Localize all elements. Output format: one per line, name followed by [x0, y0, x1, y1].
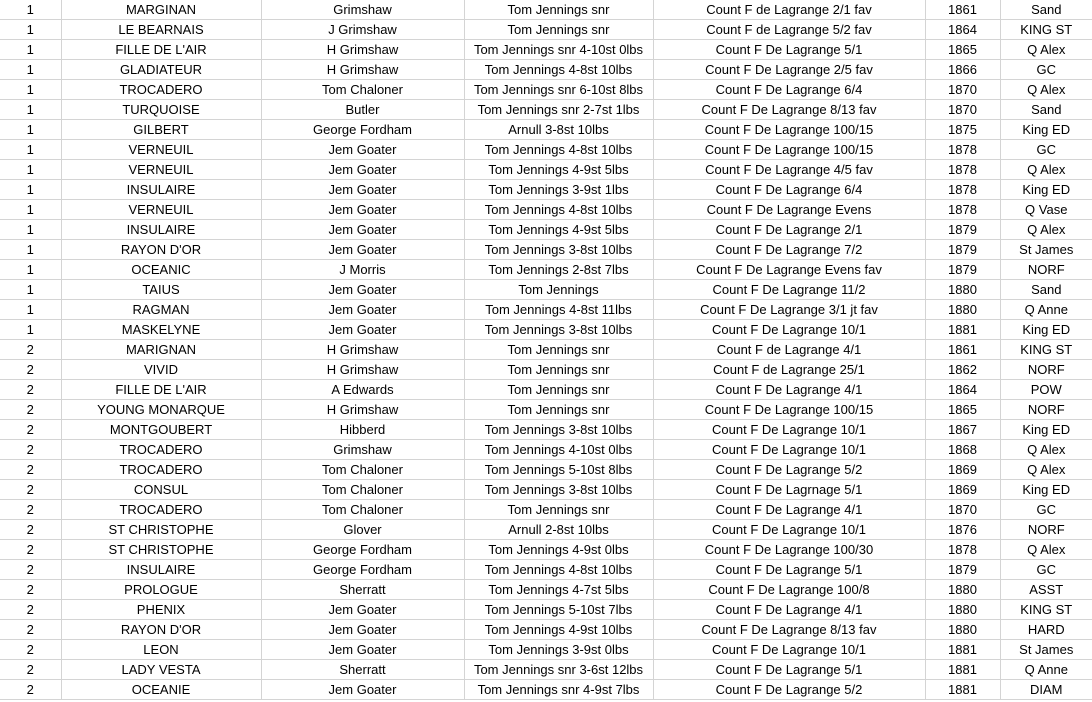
trainer-cell[interactable]: Tom Jennings 3-9st 0lbs [464, 640, 653, 660]
place-cell[interactable]: 2 [0, 560, 61, 580]
jockey-cell[interactable]: Jem Goater [261, 680, 464, 700]
jockey-cell[interactable]: Tom Chaloner [261, 480, 464, 500]
trainer-cell[interactable]: Tom Jennings 5-10st 8lbs [464, 460, 653, 480]
trainer-cell[interactable]: Tom Jennings snr [464, 500, 653, 520]
year-cell[interactable]: 1868 [925, 440, 1000, 460]
owner-odds-cell[interactable]: Count F De Lagrange 100/15 [653, 120, 925, 140]
jockey-cell[interactable]: George Fordham [261, 540, 464, 560]
race-cell[interactable]: King ED [1000, 320, 1092, 340]
owner-odds-cell[interactable]: Count F De Lagrange 7/2 [653, 240, 925, 260]
horse-cell[interactable]: MARGINAN [61, 0, 261, 20]
table-row [0, 460, 1092, 480]
jockey-cell[interactable]: Jem Goater [261, 200, 464, 220]
jockey-cell[interactable]: Glover [261, 520, 464, 540]
jockey-cell[interactable]: Tom Chaloner [261, 80, 464, 100]
race-cell[interactable]: Sand [1000, 0, 1092, 20]
table-row [0, 160, 1092, 180]
year-cell[interactable]: 1870 [925, 100, 1000, 120]
horse-cell[interactable]: PHENIX [61, 600, 261, 620]
place-cell[interactable]: 1 [0, 180, 61, 200]
table-row [0, 580, 1092, 600]
owner-odds-cell[interactable]: Count F De Lagrange 2/1 [653, 220, 925, 240]
jockey-cell[interactable]: H Grimshaw [261, 40, 464, 60]
horse-cell[interactable]: PROLOGUE [61, 580, 261, 600]
owner-odds-cell[interactable]: Count F De Lagrange 100/15 [653, 400, 925, 420]
owner-odds-cell[interactable]: Count F De Lagrange 10/1 [653, 640, 925, 660]
owner-odds-cell[interactable]: Count F De Lagrange Evens fav [653, 260, 925, 280]
horse-cell[interactable]: GILBERT [61, 120, 261, 140]
table-row [0, 120, 1092, 140]
place-cell[interactable]: 1 [0, 140, 61, 160]
year-cell[interactable]: 1870 [925, 80, 1000, 100]
horse-cell[interactable]: YOUNG MONARQUE [61, 400, 261, 420]
trainer-cell[interactable]: Tom Jennings 4-8st 10lbs [464, 200, 653, 220]
table-row [0, 520, 1092, 540]
jockey-cell[interactable]: H Grimshaw [261, 60, 464, 80]
horse-cell[interactable]: MASKELYNE [61, 320, 261, 340]
race-cell[interactable]: NORF [1000, 360, 1092, 380]
place-cell[interactable]: 1 [0, 0, 61, 20]
place-cell[interactable]: 1 [0, 300, 61, 320]
horse-cell[interactable]: VIVID [61, 360, 261, 380]
place-cell[interactable]: 2 [0, 440, 61, 460]
year-cell[interactable]: 1880 [925, 600, 1000, 620]
trainer-cell[interactable]: Tom Jennings snr [464, 380, 653, 400]
jockey-cell[interactable]: Jem Goater [261, 640, 464, 660]
year-cell[interactable]: 1876 [925, 520, 1000, 540]
trainer-cell[interactable]: Tom Jennings 4-8st 11lbs [464, 300, 653, 320]
place-cell[interactable]: 2 [0, 540, 61, 560]
jockey-cell[interactable]: Tom Chaloner [261, 460, 464, 480]
place-cell[interactable]: 1 [0, 100, 61, 120]
jockey-cell[interactable]: J Morris [261, 260, 464, 280]
owner-odds-cell[interactable]: Count F de Lagrange 25/1 [653, 360, 925, 380]
table-row [0, 200, 1092, 220]
horse-cell[interactable]: TAIUS [61, 280, 261, 300]
table-row [0, 180, 1092, 200]
year-cell[interactable]: 1878 [925, 540, 1000, 560]
place-cell[interactable]: 2 [0, 340, 61, 360]
year-cell[interactable]: 1878 [925, 160, 1000, 180]
owner-odds-cell[interactable]: Count F De Lagrange 5/1 [653, 660, 925, 680]
horse-cell[interactable]: RAYON D'OR [61, 620, 261, 640]
table-row [0, 0, 1092, 20]
owner-odds-cell[interactable]: Count F De Lagrange 4/1 [653, 600, 925, 620]
trainer-cell[interactable]: Tom Jennings 3-8st 10lbs [464, 420, 653, 440]
year-cell[interactable]: 1880 [925, 280, 1000, 300]
jockey-cell[interactable]: Butler [261, 100, 464, 120]
table-row [0, 360, 1092, 380]
jockey-cell[interactable]: H Grimshaw [261, 340, 464, 360]
table-row [0, 380, 1092, 400]
year-cell[interactable]: 1862 [925, 360, 1000, 380]
owner-odds-cell[interactable]: Count F de Lagrange 5/2 fav [653, 20, 925, 40]
race-cell[interactable]: King ED [1000, 180, 1092, 200]
horse-cell[interactable]: OCEANIE [61, 680, 261, 700]
trainer-cell[interactable]: Tom Jennings snr 3-6st 12lbs [464, 660, 653, 680]
table-row [0, 280, 1092, 300]
owner-odds-cell[interactable]: Count F De Lagrange 10/1 [653, 440, 925, 460]
trainer-cell[interactable]: Tom Jennings 3-8st 10lbs [464, 320, 653, 340]
race-cell[interactable]: Q Anne [1000, 300, 1092, 320]
place-cell[interactable]: 2 [0, 420, 61, 440]
race-cell[interactable]: St James [1000, 240, 1092, 260]
owner-odds-cell[interactable]: Count F De Lagrange 10/1 [653, 520, 925, 540]
year-cell[interactable]: 1879 [925, 220, 1000, 240]
year-cell[interactable]: 1865 [925, 400, 1000, 420]
year-cell[interactable]: 1869 [925, 480, 1000, 500]
owner-odds-cell[interactable]: Count F De Lagrange 3/1 jt fav [653, 300, 925, 320]
owner-odds-cell[interactable]: Count F De Lagrange 8/13 fav [653, 620, 925, 640]
place-cell[interactable]: 1 [0, 260, 61, 280]
jockey-cell[interactable]: Jem Goater [261, 300, 464, 320]
place-cell[interactable]: 1 [0, 320, 61, 340]
table-row [0, 480, 1092, 500]
owner-odds-cell[interactable]: Count F de Lagrange 2/1 fav [653, 0, 925, 20]
jockey-cell[interactable]: George Fordham [261, 560, 464, 580]
table-row [0, 620, 1092, 640]
table-row [0, 100, 1092, 120]
owner-odds-cell[interactable]: Count F De Lagrange 4/5 fav [653, 160, 925, 180]
owner-odds-cell[interactable]: Count F De Lagrange 5/1 [653, 560, 925, 580]
year-cell[interactable]: 1864 [925, 380, 1000, 400]
year-cell[interactable]: 1869 [925, 460, 1000, 480]
jockey-cell[interactable]: Tom Chaloner [261, 500, 464, 520]
table-row [0, 680, 1092, 700]
table-row [0, 20, 1092, 40]
place-cell[interactable]: 2 [0, 620, 61, 640]
place-cell[interactable]: 1 [0, 160, 61, 180]
race-cell[interactable]: Q Alex [1000, 540, 1092, 560]
trainer-cell[interactable]: Tom Jennings snr 4-9st 7lbs [464, 680, 653, 700]
owner-odds-cell[interactable]: Count F De Lagrange Evens [653, 200, 925, 220]
year-cell[interactable]: 1865 [925, 40, 1000, 60]
year-cell[interactable]: 1864 [925, 20, 1000, 40]
trainer-cell[interactable]: Tom Jennings snr [464, 0, 653, 20]
owner-odds-cell[interactable]: Count F De Lagrange 6/4 [653, 80, 925, 100]
place-cell[interactable]: 2 [0, 580, 61, 600]
trainer-cell[interactable]: Tom Jennings 2-8st 7lbs [464, 260, 653, 280]
jockey-cell[interactable]: Jem Goater [261, 280, 464, 300]
trainer-cell[interactable]: Tom Jennings 3-8st 10lbs [464, 240, 653, 260]
race-cell[interactable]: GC [1000, 140, 1092, 160]
year-cell[interactable]: 1878 [925, 140, 1000, 160]
table-row [0, 400, 1092, 420]
place-cell[interactable]: 1 [0, 40, 61, 60]
year-cell[interactable]: 1880 [925, 300, 1000, 320]
year-cell[interactable]: 1861 [925, 0, 1000, 20]
horse-cell[interactable]: OCEANIC [61, 260, 261, 280]
table-row [0, 220, 1092, 240]
owner-odds-cell[interactable]: Count F De Lagrange 100/15 [653, 140, 925, 160]
place-cell[interactable]: 2 [0, 480, 61, 500]
trainer-cell[interactable]: Tom Jennings snr [464, 360, 653, 380]
trainer-cell[interactable]: Tom Jennings 3-9st 1lbs [464, 180, 653, 200]
trainer-cell[interactable]: Tom Jennings 4-9st 5lbs [464, 220, 653, 240]
race-cell[interactable]: Q Alex [1000, 440, 1092, 460]
race-cell[interactable]: Q Anne [1000, 660, 1092, 680]
year-cell[interactable]: 1866 [925, 60, 1000, 80]
jockey-cell[interactable]: Grimshaw [261, 440, 464, 460]
owner-odds-cell[interactable]: Count F De Lagrange 10/1 [653, 320, 925, 340]
table-row [0, 140, 1092, 160]
owner-odds-cell[interactable]: Count F De Lagrange 100/30 [653, 540, 925, 560]
owner-odds-cell[interactable]: Count F De Lagrange 4/1 [653, 500, 925, 520]
horse-cell[interactable]: TROCADERO [61, 440, 261, 460]
trainer-cell[interactable]: Tom Jennings 3-8st 10lbs [464, 480, 653, 500]
jockey-cell[interactable]: Grimshaw [261, 0, 464, 20]
trainer-cell[interactable]: Tom Jennings [464, 280, 653, 300]
trainer-cell[interactable]: Tom Jennings 4-8st 10lbs [464, 560, 653, 580]
race-cell[interactable]: Q Alex [1000, 80, 1092, 100]
table-row [0, 600, 1092, 620]
table-row [0, 640, 1092, 660]
table-row [0, 40, 1092, 60]
table-row [0, 440, 1092, 460]
trainer-cell[interactable]: Tom Jennings snr [464, 340, 653, 360]
owner-odds-cell[interactable]: Count F De Lagrnage 5/1 [653, 480, 925, 500]
trainer-cell[interactable]: Arnull 2-8st 10lbs [464, 520, 653, 540]
place-cell[interactable]: 1 [0, 60, 61, 80]
year-cell[interactable]: 1875 [925, 120, 1000, 140]
trainer-cell[interactable]: Tom Jennings snr 6-10st 8lbs [464, 80, 653, 100]
horse-cell[interactable]: ST CHRISTOPHE [61, 520, 261, 540]
place-cell[interactable]: 1 [0, 120, 61, 140]
horse-cell[interactable]: INSULAIRE [61, 220, 261, 240]
table-row [0, 500, 1092, 520]
race-cell[interactable]: KING ST [1000, 20, 1092, 40]
race-cell[interactable]: DIAM [1000, 680, 1092, 700]
trainer-cell[interactable]: Tom Jennings 4-8st 10lbs [464, 60, 653, 80]
table-row [0, 560, 1092, 580]
trainer-cell[interactable]: Tom Jennings snr 4-10st 0lbs [464, 40, 653, 60]
horse-cell[interactable]: INSULAIRE [61, 180, 261, 200]
place-cell[interactable]: 1 [0, 20, 61, 40]
jockey-cell[interactable]: A Edwards [261, 380, 464, 400]
year-cell[interactable]: 1880 [925, 580, 1000, 600]
trainer-cell[interactable]: Arnull 3-8st 10lbs [464, 120, 653, 140]
place-cell[interactable]: 2 [0, 400, 61, 420]
place-cell[interactable]: 2 [0, 360, 61, 380]
year-cell[interactable]: 1878 [925, 200, 1000, 220]
race-cell[interactable]: ASST [1000, 580, 1092, 600]
jockey-cell[interactable]: Jem Goater [261, 320, 464, 340]
horse-cell[interactable]: TURQUOISE [61, 100, 261, 120]
race-cell[interactable]: GC [1000, 560, 1092, 580]
jockey-cell[interactable]: J Grimshaw [261, 20, 464, 40]
race-cell[interactable]: POW [1000, 380, 1092, 400]
year-cell[interactable]: 1867 [925, 420, 1000, 440]
jockey-cell[interactable]: Jem Goater [261, 160, 464, 180]
table-row [0, 660, 1092, 680]
race-cell[interactable]: HARD [1000, 620, 1092, 640]
horse-cell[interactable]: VERNEUIL [61, 160, 261, 180]
place-cell[interactable]: 2 [0, 600, 61, 620]
owner-odds-cell[interactable]: Count F De Lagrange 5/2 [653, 680, 925, 700]
horse-cell[interactable]: INSULAIRE [61, 560, 261, 580]
race-cell[interactable]: Q Alex [1000, 160, 1092, 180]
horse-cell[interactable]: FILLE DE L'AIR [61, 380, 261, 400]
jockey-cell[interactable]: George Fordham [261, 120, 464, 140]
horse-cell[interactable]: CONSUL [61, 480, 261, 500]
jockey-cell[interactable]: Hibberd [261, 420, 464, 440]
year-cell[interactable]: 1881 [925, 640, 1000, 660]
trainer-cell[interactable]: Tom Jennings 4-9st 5lbs [464, 160, 653, 180]
year-cell[interactable]: 1880 [925, 620, 1000, 640]
table-row [0, 340, 1092, 360]
place-cell[interactable]: 1 [0, 280, 61, 300]
place-cell[interactable]: 2 [0, 660, 61, 680]
place-cell[interactable]: 1 [0, 240, 61, 260]
horse-cell[interactable]: VERNEUIL [61, 200, 261, 220]
owner-odds-cell[interactable]: Count F De Lagrange 100/8 [653, 580, 925, 600]
horse-cell[interactable]: RAYON D'OR [61, 240, 261, 260]
year-cell[interactable]: 1879 [925, 260, 1000, 280]
table-row [0, 420, 1092, 440]
jockey-cell[interactable]: Sherratt [261, 660, 464, 680]
jockey-cell[interactable]: H Grimshaw [261, 400, 464, 420]
year-cell[interactable]: 1861 [925, 340, 1000, 360]
trainer-cell[interactable]: Tom Jennings 4-10st 0lbs [464, 440, 653, 460]
race-cell[interactable]: King ED [1000, 480, 1092, 500]
race-cell[interactable]: KING ST [1000, 340, 1092, 360]
race-cell[interactable]: Sand [1000, 280, 1092, 300]
horse-cell[interactable]: ST CHRISTOPHE [61, 540, 261, 560]
jockey-cell[interactable]: Sherratt [261, 580, 464, 600]
jockey-cell[interactable]: Jem Goater [261, 180, 464, 200]
year-cell[interactable]: 1879 [925, 560, 1000, 580]
race-cell[interactable]: Q Alex [1000, 220, 1092, 240]
jockey-cell[interactable]: H Grimshaw [261, 360, 464, 380]
place-cell[interactable]: 2 [0, 380, 61, 400]
horse-cell[interactable]: MARIGNAN [61, 340, 261, 360]
year-cell[interactable]: 1881 [925, 660, 1000, 680]
table-row [0, 240, 1092, 260]
place-cell[interactable]: 2 [0, 520, 61, 540]
horse-cell[interactable]: RAGMAN [61, 300, 261, 320]
place-cell[interactable]: 1 [0, 80, 61, 100]
horse-cell[interactable]: TROCADERO [61, 80, 261, 100]
race-cell[interactable]: Q Alex [1000, 40, 1092, 60]
trainer-cell[interactable]: Tom Jennings 4-9st 10lbs [464, 620, 653, 640]
owner-odds-cell[interactable]: Count F De Lagrange 6/4 [653, 180, 925, 200]
horse-cell[interactable]: LE BEARNAIS [61, 20, 261, 40]
jockey-cell[interactable]: Jem Goater [261, 140, 464, 160]
place-cell[interactable]: 1 [0, 220, 61, 240]
place-cell[interactable]: 2 [0, 680, 61, 700]
owner-odds-cell[interactable]: Count F De Lagrange 4/1 [653, 380, 925, 400]
owner-odds-cell[interactable]: Count F De Lagrange 8/13 fav [653, 100, 925, 120]
table-row [0, 260, 1092, 280]
year-cell[interactable]: 1878 [925, 180, 1000, 200]
trainer-cell[interactable]: Tom Jennings snr [464, 400, 653, 420]
owner-odds-cell[interactable]: Count F de Lagrange 4/1 [653, 340, 925, 360]
owner-odds-cell[interactable]: Count F De Lagrange 10/1 [653, 420, 925, 440]
trainer-cell[interactable]: Tom Jennings 4-9st 0lbs [464, 540, 653, 560]
place-cell[interactable]: 2 [0, 500, 61, 520]
table-row [0, 300, 1092, 320]
table-row [0, 320, 1092, 340]
horse-cell[interactable]: LADY VESTA [61, 660, 261, 680]
place-cell[interactable]: 2 [0, 640, 61, 660]
owner-odds-cell[interactable]: Count F De Lagrange 2/5 fav [653, 60, 925, 80]
race-cell[interactable]: NORF [1000, 260, 1092, 280]
horse-cell[interactable]: GLADIATEUR [61, 60, 261, 80]
year-cell[interactable]: 1870 [925, 500, 1000, 520]
race-cell[interactable]: Sand [1000, 100, 1092, 120]
horse-cell[interactable]: LEON [61, 640, 261, 660]
race-cell[interactable]: St James [1000, 640, 1092, 660]
table-row [0, 540, 1092, 560]
horse-cell[interactable]: TROCADERO [61, 500, 261, 520]
race-cell[interactable]: NORF [1000, 520, 1092, 540]
trainer-cell[interactable]: Tom Jennings 4-8st 10lbs [464, 140, 653, 160]
horse-cell[interactable]: VERNEUIL [61, 140, 261, 160]
owner-odds-cell[interactable]: Count F De Lagrange 5/1 [653, 40, 925, 60]
race-cell[interactable]: GC [1000, 500, 1092, 520]
trainer-cell[interactable]: Tom Jennings snr [464, 20, 653, 40]
horse-cell[interactable]: MONTGOUBERT [61, 420, 261, 440]
table-row [0, 80, 1092, 100]
race-cell[interactable]: NORF [1000, 400, 1092, 420]
table-row [0, 60, 1092, 80]
year-cell[interactable]: 1879 [925, 240, 1000, 260]
owner-odds-cell[interactable]: Count F De Lagrange 11/2 [653, 280, 925, 300]
jockey-cell[interactable]: Jem Goater [261, 620, 464, 640]
owner-odds-cell[interactable]: Count F De Lagrange 5/2 [653, 460, 925, 480]
race-cell[interactable]: Q Vase [1000, 200, 1092, 220]
trainer-cell[interactable]: Tom Jennings snr 2-7st 1lbs [464, 100, 653, 120]
place-cell[interactable]: 1 [0, 200, 61, 220]
race-cell[interactable]: Q Alex [1000, 460, 1092, 480]
place-cell[interactable]: 2 [0, 460, 61, 480]
horse-cell[interactable]: TROCADERO [61, 460, 261, 480]
trainer-cell[interactable]: Tom Jennings 4-7st 5lbs [464, 580, 653, 600]
year-cell[interactable]: 1881 [925, 680, 1000, 700]
trainer-cell[interactable]: Tom Jennings 5-10st 7lbs [464, 600, 653, 620]
jockey-cell[interactable]: Jem Goater [261, 240, 464, 260]
race-cell[interactable]: GC [1000, 60, 1092, 80]
year-cell[interactable]: 1881 [925, 320, 1000, 340]
jockey-cell[interactable]: Jem Goater [261, 220, 464, 240]
race-cell[interactable]: KING ST [1000, 600, 1092, 620]
race-cell[interactable]: King ED [1000, 120, 1092, 140]
race-cell[interactable]: King ED [1000, 420, 1092, 440]
horse-cell[interactable]: FILLE DE L'AIR [61, 40, 261, 60]
jockey-cell[interactable]: Jem Goater [261, 600, 464, 620]
